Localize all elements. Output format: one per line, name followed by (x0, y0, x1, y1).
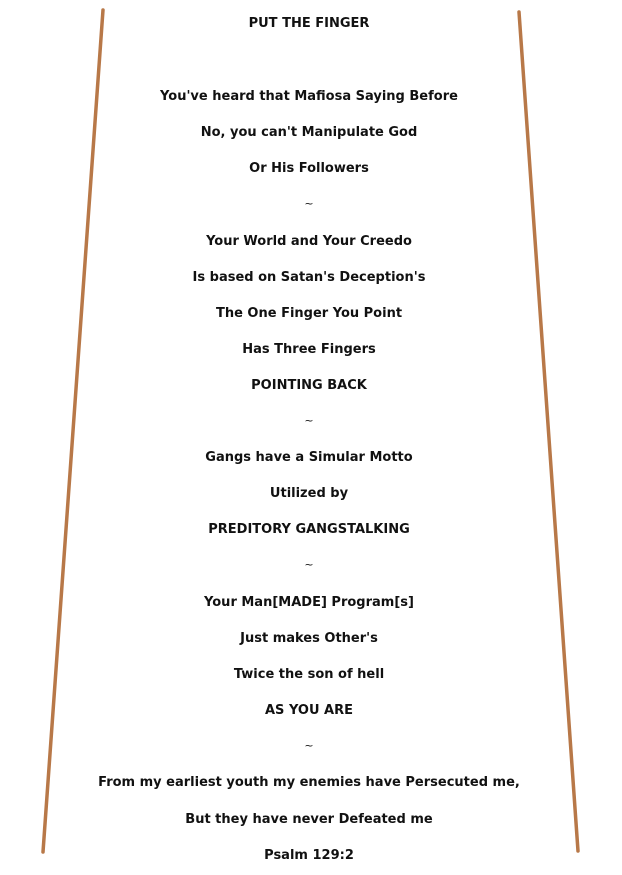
poem-line: You've heard that Mafiosa Saying Before (160, 89, 458, 104)
stanza-separator: ~ (304, 739, 314, 752)
poem-line: No, you can't Manipulate God (200, 125, 418, 140)
poem-line: PREDITORY GANGSTALKING (208, 522, 410, 537)
poem-line: Is based on Satan's Deception's (192, 270, 426, 285)
poem-line: AS YOU ARE (265, 703, 353, 718)
stanza-separator: ~ (304, 414, 314, 427)
poem-line: Your Man[MADE] Program[s] (204, 595, 414, 610)
poem-line: From my earliest youth my enemies have Persecuted me, (98, 775, 520, 790)
poem-line: Gangs have a Simular Motto (205, 450, 413, 465)
poem-line: POINTING BACK (251, 378, 367, 393)
poem-line: Your World and Your Creedo (206, 234, 412, 249)
poem-line: Twice the son of hell (233, 667, 385, 682)
poem-line: Has Three Fingers (242, 342, 376, 357)
poem-line: Or His Followers (249, 161, 369, 176)
stanza-separator: ~ (304, 558, 314, 571)
poem-line: Just makes Other's (240, 631, 378, 646)
poem-line: Utilized by (269, 486, 349, 501)
stanza-separator: ~ (304, 197, 314, 210)
poem-line: But they have never Defeated me (185, 812, 433, 827)
poem-line: The One Finger You Point (215, 306, 403, 321)
citation: Psalm 129:2 (264, 848, 354, 863)
poem-title: PUT THE FINGER (248, 16, 370, 31)
